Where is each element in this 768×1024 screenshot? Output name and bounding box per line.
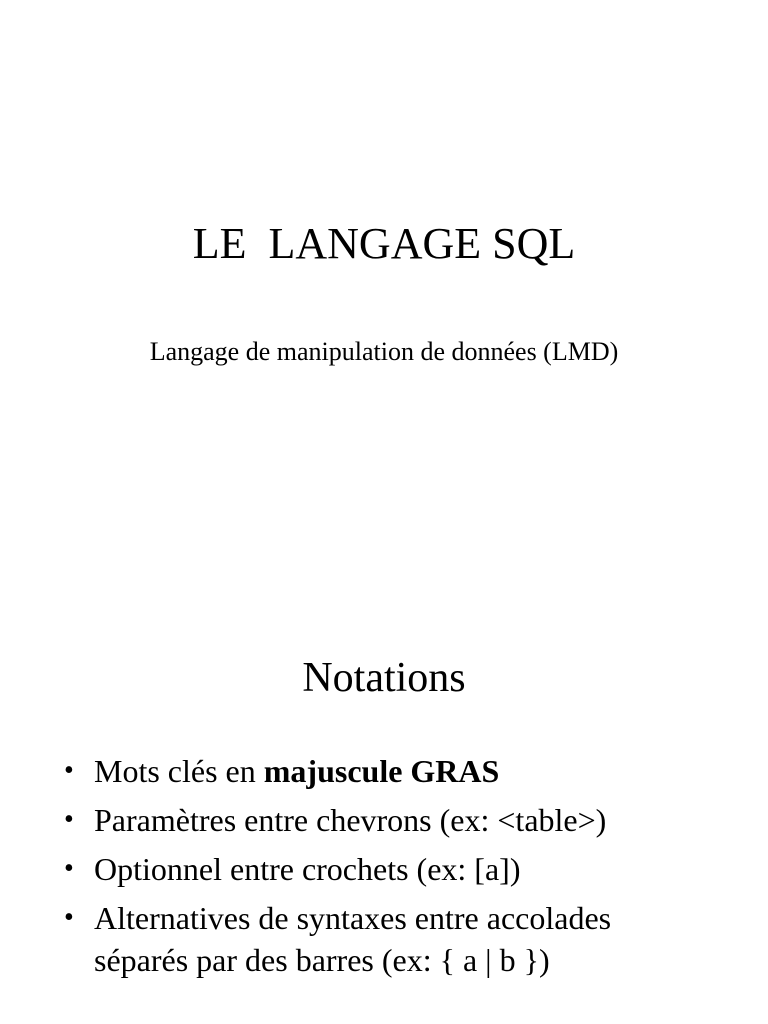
list-item-text: Mots clés en (94, 753, 264, 789)
slide-title: LE LANGAGE SQL (192, 219, 576, 268)
list-item-text: Paramètres entre chevrons (ex: <table>) (94, 802, 607, 838)
list-item-bold-text: majuscule GRAS (263, 753, 500, 789)
list-item-text: Optionnel entre crochets (ex: [a]) (94, 851, 521, 887)
notations-title: Notations (302, 655, 466, 701)
bullet-icon: • (64, 804, 74, 835)
bullet-icon: • (64, 902, 74, 933)
bullet-icon: • (64, 755, 74, 786)
notations-slide (0, 512, 768, 1024)
notations-list (64, 750, 704, 988)
list-item-text: Alternatives de syntaxes entre accolades séparés par des barres (ex: { a | b }) (94, 900, 612, 978)
list-item-optional (64, 848, 704, 890)
list-item-parameters (64, 799, 704, 841)
list-item-keywords (64, 750, 704, 792)
bullet-icon: • (64, 853, 74, 884)
slide-subtitle: Langage de manipulation de données (LMD) (149, 337, 619, 366)
list-item-alternatives (64, 897, 704, 981)
